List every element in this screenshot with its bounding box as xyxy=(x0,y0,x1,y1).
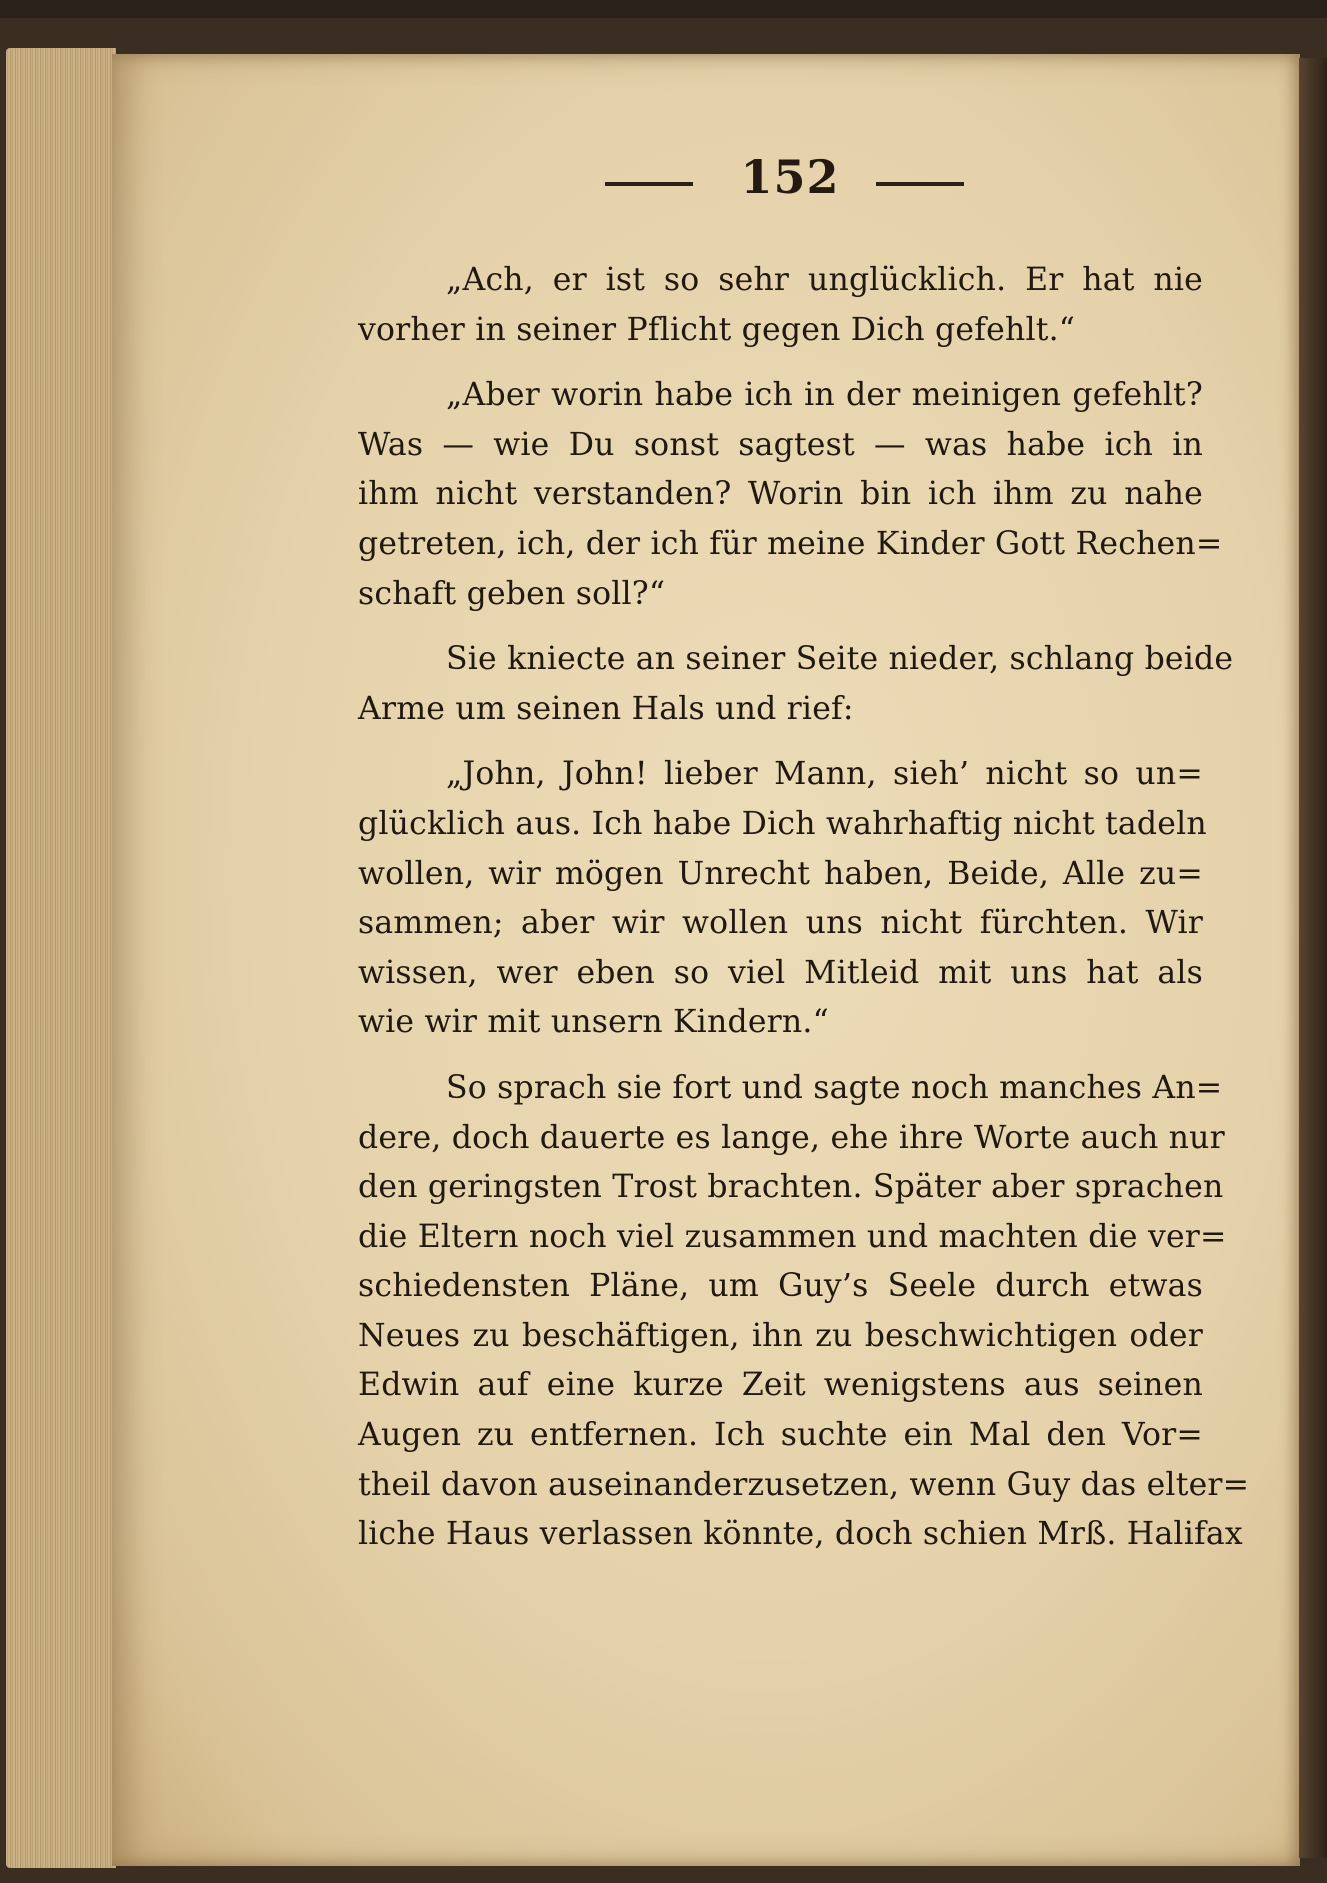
text-line: So sprach sie fort und sagte noch manches An= xyxy=(446,1069,1223,1106)
page-header xyxy=(0,150,1327,210)
text-line: Sie kniecte an seiner Seite nieder, schlang beide xyxy=(446,641,1234,678)
binding-edge xyxy=(1299,58,1327,1858)
page-number: 152 xyxy=(740,150,840,204)
text-line: dere, doch dauerte es lange, ehe ihre Worte auch nur xyxy=(358,1119,1225,1156)
paragraph xyxy=(358,635,1234,734)
text-line: Neues zu beschäftigen, ihn zu beschwichtigen oder xyxy=(358,1317,1203,1354)
text-line: „John, John! lieber Mann, sieh’ nicht so un= xyxy=(446,756,1203,793)
page-edges xyxy=(6,48,116,1868)
text-line: ihm nicht verstanden? Worin bin ich ihm zu nahe xyxy=(358,476,1203,513)
header-rule-left xyxy=(605,182,693,186)
text-line: vorher in seiner Pflicht gegen Dich gefehlt.“ xyxy=(358,311,1076,348)
text-line: „Aber worin habe ich in der meinigen gefehlt? xyxy=(446,377,1203,414)
paragraph xyxy=(358,371,1223,619)
text-line: „Ach, er ist so sehr unglücklich. Er hat nie xyxy=(446,262,1203,298)
body-text xyxy=(358,256,1250,1560)
header-rule-right xyxy=(876,182,964,186)
text-line: glücklich aus. Ich habe Dich wahrhaftig nicht tadeln xyxy=(358,805,1207,842)
paragraph xyxy=(358,1064,1250,1560)
text-line: wie wir mit unsern Kindern.“ xyxy=(358,1004,829,1041)
text-line: Augen zu entfernen. Ich suchte ein Mal den Vor= xyxy=(358,1417,1203,1454)
text-line: den geringsten Trost brachten. Später aber sprachen xyxy=(358,1169,1224,1206)
text-line: wollen, wir mögen Unrecht haben, Beide, Alle zu= xyxy=(358,855,1203,892)
text-line: Edwin auf eine kurze Zeit wenigstens aus seinen xyxy=(358,1367,1203,1404)
text-line: schaft geben soll?“ xyxy=(358,575,666,612)
text-line: Was — wie Du sonst sagtest — was habe ich in xyxy=(358,426,1203,463)
text-line: schiedensten Pläne, um Guy’s Seele durch etwas xyxy=(358,1268,1203,1305)
text-line: Arme um seinen Hals und rief: xyxy=(358,690,854,727)
paragraph xyxy=(358,256,1203,355)
text-line: die Eltern noch viel zusammen und machten die ver= xyxy=(358,1218,1227,1255)
text-line: liche Haus verlassen könnte, doch schien Mrß. Halifax xyxy=(358,1516,1243,1553)
text-line: getreten, ich, der ich für meine Kinder Gott Rechen= xyxy=(358,525,1223,562)
text-line: sammen; aber wir wollen uns nicht fürchten. Wir xyxy=(358,905,1203,942)
paragraph xyxy=(358,750,1207,1048)
text-line: theil davon auseinanderzusetzen, wenn Guy das elter= xyxy=(358,1466,1250,1503)
text-line: wissen, wer eben so viel Mitleid mit uns hat als xyxy=(358,954,1203,991)
